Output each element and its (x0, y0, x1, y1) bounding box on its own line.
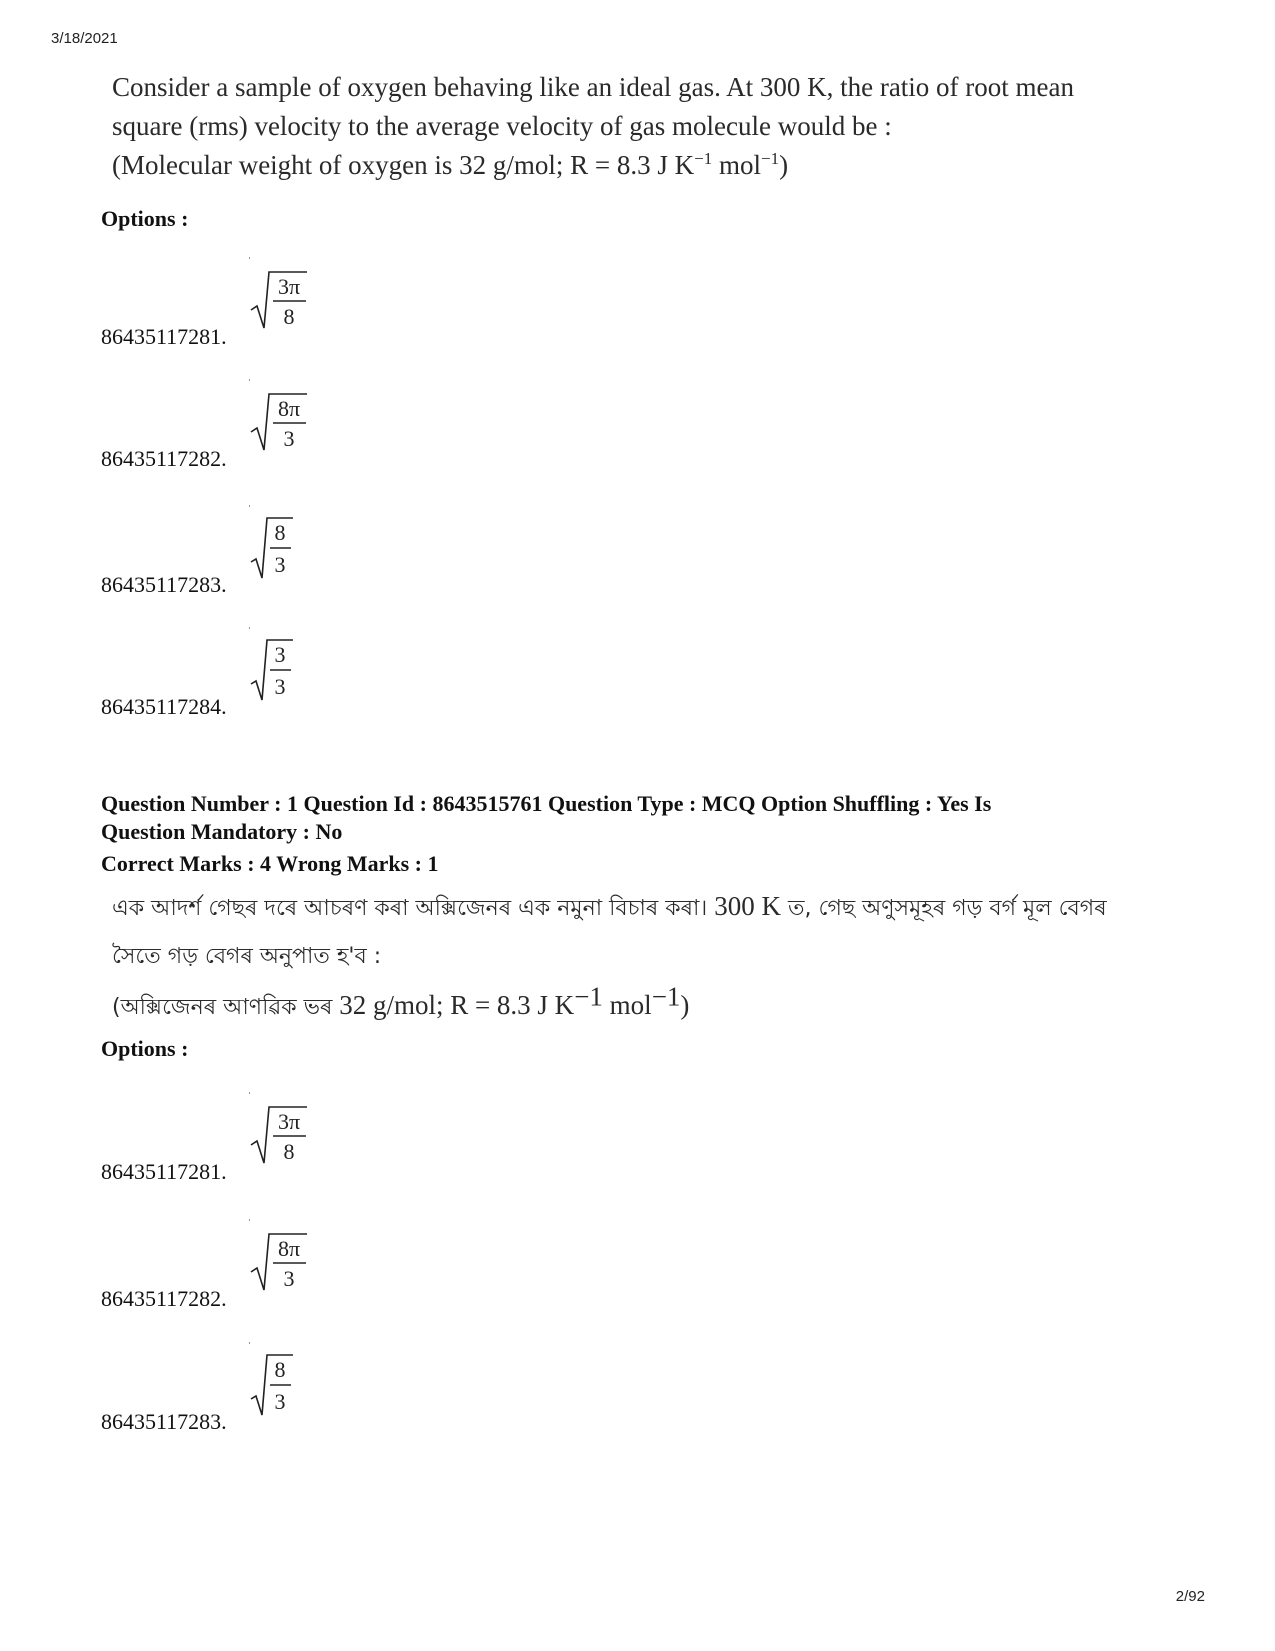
question-text-english (112, 68, 1074, 185)
fraction-numerator: 3π (277, 274, 301, 299)
option-item (101, 1085, 501, 1185)
exponent: −1 (651, 981, 681, 1012)
sqrt-fraction (249, 504, 319, 584)
fraction-denominator: 8 (283, 304, 295, 329)
sqrt-fraction (249, 1341, 319, 1421)
fraction-numerator: 8π (277, 396, 301, 421)
option-id: 86435117282. (101, 1286, 227, 1311)
fraction-numerator: 8π (277, 1236, 301, 1261)
question-line: (Molecular weight of oxygen is 32 g/mol; R = 8.3 J $K^{-1}$ mol$^{-1}$) (112, 149, 789, 180)
option-item (101, 1212, 501, 1312)
question-line: (অক্সিজেনৰ আণৱিক ভৰ 32 g/mol; R = 8.3 J $K^{-1}$ mol$^{-1}$) (112, 981, 690, 1020)
fraction-denominator: 3 (274, 552, 286, 577)
option-item (101, 498, 501, 598)
fraction-denominator: 3 (283, 1266, 295, 1291)
marks-info: Correct Marks : 4 Wrong Marks : 1 (101, 851, 439, 876)
question-line: এক আদৰ্শ গেছৰ দৰে আচৰণ কৰা অক্সিজেনৰ এক নমুনা বিচাৰ কৰা। 300 K ত, গেছ অণুসমূহৰ গড় বৰ্গ মূল বেগৰ (112, 891, 1107, 921)
sqrt-fraction (249, 1218, 319, 1298)
fraction-numerator: 8 (274, 520, 286, 545)
print-date: 3/18/2021 (51, 30, 118, 47)
exponent: −1 (761, 149, 780, 168)
option-id: 86435117281. (101, 324, 227, 349)
fraction-denominator: 3 (274, 1389, 286, 1414)
question-text-assamese (112, 882, 1107, 1032)
fraction-denominator: 3 (283, 426, 295, 451)
fraction-denominator: 8 (283, 1139, 295, 1164)
option-id: 86435117283. (101, 572, 227, 597)
fraction-denominator: 3 (274, 674, 286, 699)
option-id: 86435117282. (101, 446, 227, 471)
option-id: 86435117283. (101, 1409, 227, 1434)
sqrt-fraction (249, 256, 319, 336)
fraction-numerator: 3π (277, 1109, 301, 1134)
options-label: Options : (101, 206, 189, 231)
option-id: 86435117284. (101, 694, 227, 719)
question-meta-line: Question Mandatory : No (101, 819, 343, 844)
option-item (101, 1335, 501, 1435)
sqrt-fraction (249, 378, 319, 458)
fraction-numerator: 3 (274, 642, 286, 667)
page-number: 2/92 (1175, 1588, 1205, 1605)
question-line: square (rms) velocity to the average velocity of gas molecule would be : (112, 111, 892, 141)
sqrt-fraction (249, 1091, 319, 1171)
question-meta (101, 790, 1161, 846)
fraction-numerator: 8 (274, 1357, 286, 1382)
options-label: Options : (101, 1036, 189, 1061)
option-item (101, 620, 501, 720)
option-item (101, 250, 501, 350)
question-line: Consider a sample of oxygen behaving like an ideal gas. At 300 K, the ratio of root mean (112, 72, 1075, 102)
exponent: −1 (574, 981, 603, 1012)
exponent: −1 (694, 149, 713, 168)
question-line: সৈতে গড় বেগৰ অনুপাত হ'ব : (112, 944, 382, 969)
option-id: 86435117281. (101, 1159, 227, 1184)
sqrt-fraction (249, 626, 319, 706)
question-meta-line: Question Number : 1 Question Id : 8643515761 Question Type : MCQ Option Shuffling : Yes Is (101, 791, 992, 816)
option-item (101, 372, 501, 472)
